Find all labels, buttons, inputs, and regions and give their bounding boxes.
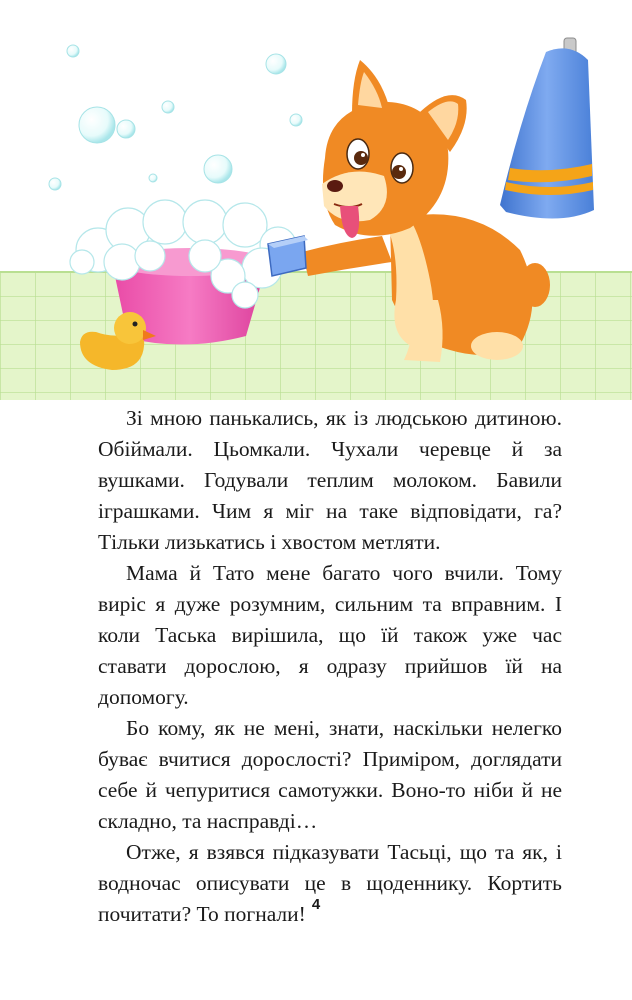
bubbles	[49, 45, 302, 190]
story-paragraph: Бо кому, як не мені, знати, наскільки нелегко буває вчитися дорослості? Приміром, доглядати себе й чепуритися самотужки. Воно-то ніби й не складно, та насправді…	[98, 716, 562, 833]
story-paragraph: Отже, я взявся підказувати Тасьці, що та як, і водночас описувати це в щоденнику. Кортить почитати? То погнали!	[98, 840, 562, 926]
towel	[500, 38, 594, 219]
sponge	[268, 236, 308, 276]
story-paragraph: Зі мною панькались, як із людською дитиною. Обіймали. Цьомкали. Чухали черевце й за вушками. Годували теплим молоком. Бавили іграшками. Чим я міг на таке відповідати, га? Тільки лизькатись і хвостом метляти.	[98, 406, 562, 554]
page-number: 4	[311, 896, 321, 913]
bath-illustration	[0, 0, 632, 400]
story-text	[98, 403, 562, 930]
story-paragraph: Мама й Тато мене багато чого вчили. Тому виріс я дуже розумним, сильним та вправним. І коли Таська вирішила, що їй також уже час ставати дорослою, я одразу прийшов їй на допомогу.	[98, 561, 562, 709]
